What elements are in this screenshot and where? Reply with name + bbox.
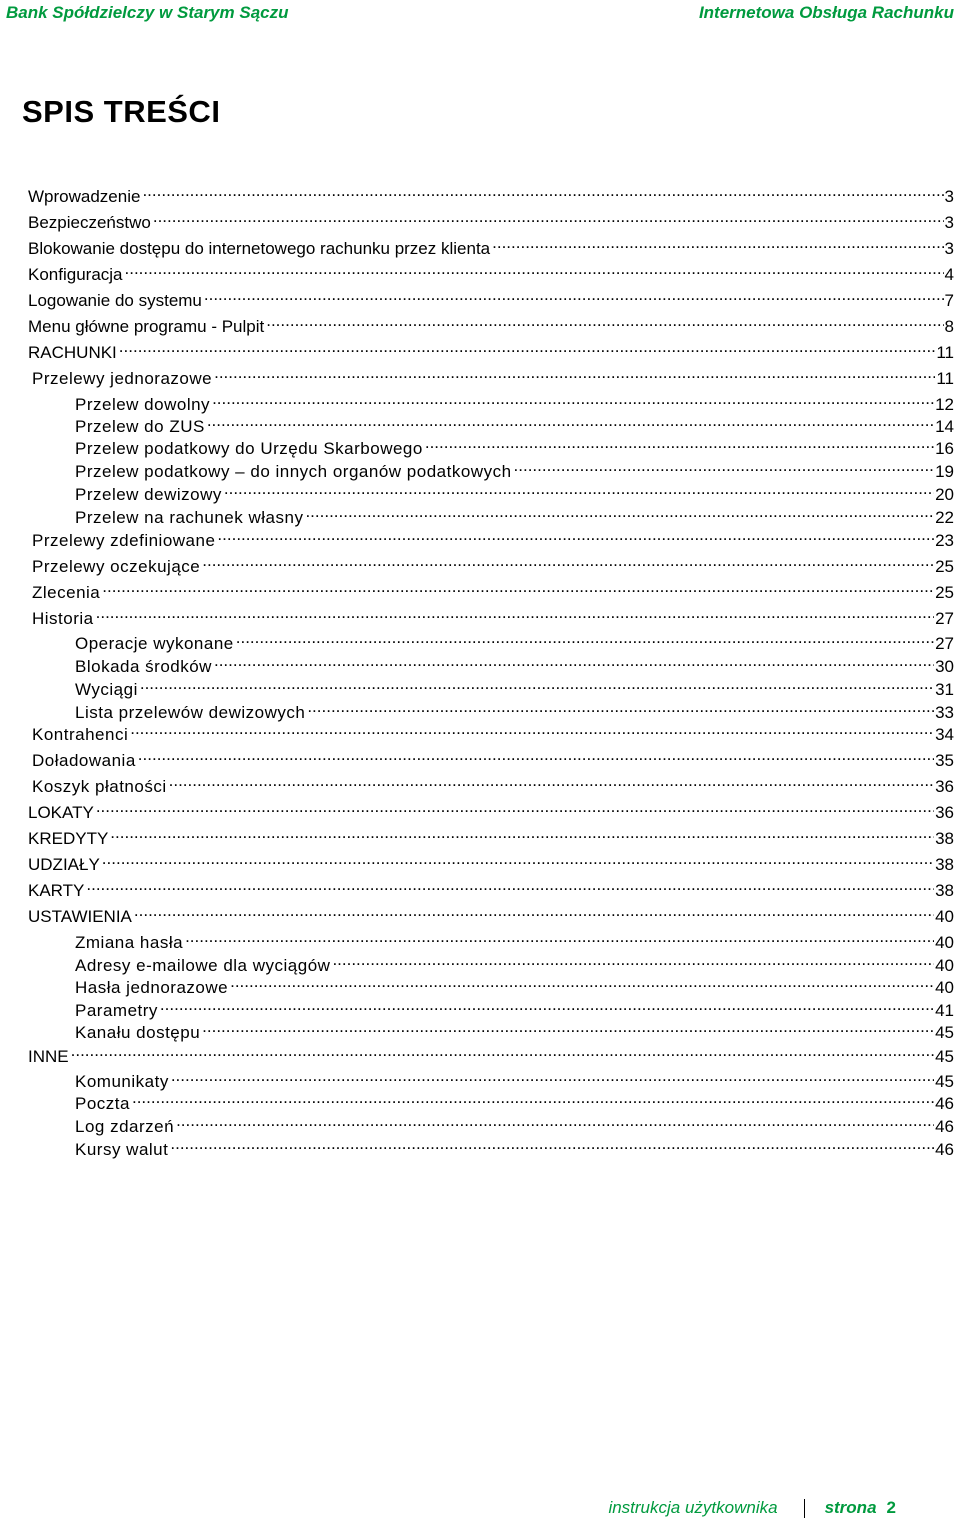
toc-entry-title: Przelew dewizowy [75, 485, 222, 504]
toc-entry-title: RACHUNKI [28, 343, 117, 362]
toc-entry-page: 19 [935, 462, 954, 481]
toc-entry-page: 46 [935, 1094, 954, 1113]
toc-dot-leader [425, 432, 934, 454]
toc-dot-leader [230, 971, 934, 993]
toc-entry-page: 7 [944, 291, 954, 310]
toc-entry[interactable] [75, 432, 954, 458]
toc-dot-leader [119, 336, 936, 358]
toc-entry[interactable] [28, 206, 954, 232]
toc-dot-leader [214, 650, 934, 672]
toc-entry[interactable] [32, 550, 954, 576]
toc-dot-leader [171, 1065, 934, 1087]
toc-entry[interactable] [28, 336, 954, 362]
bank-name-header: Bank Spółdzielczy w Starym Sączu [6, 3, 289, 22]
toc-entry-page: 25 [935, 583, 954, 602]
toc-entry[interactable] [28, 232, 954, 258]
toc-dot-leader [214, 362, 935, 384]
toc-entry[interactable] [75, 673, 954, 699]
toc-entry-page: 41 [935, 1001, 954, 1020]
toc-entry-page: 11 [936, 369, 954, 388]
toc-dot-leader [170, 1133, 934, 1155]
toc-entry-page: 33 [935, 703, 954, 722]
toc-entry-title: Blokada środków [75, 657, 212, 676]
toc-entry-page: 25 [935, 557, 954, 576]
toc-entry-title: Bezpieczeństwo [28, 213, 151, 232]
toc-entry-title: Doładowania [32, 751, 136, 770]
toc-dot-leader [134, 900, 934, 922]
toc-entry[interactable] [32, 744, 954, 770]
toc-entry[interactable] [75, 1065, 954, 1091]
toc-entry-title: Przelewy zdefiniowane [32, 531, 216, 550]
toc-entry-page: 40 [935, 956, 954, 975]
toc-entry[interactable] [28, 1040, 954, 1066]
toc-entry-title: INNE [28, 1047, 69, 1066]
toc-entry[interactable] [75, 388, 954, 414]
toc-entry-page: 8 [944, 317, 954, 336]
toc-entry-title: Log zdarzeń [75, 1117, 175, 1136]
toc-entry-title: Logowanie do systemu [28, 291, 202, 310]
toc-entry[interactable] [75, 696, 954, 722]
toc-entry[interactable] [75, 410, 954, 436]
toc-entry[interactable] [75, 949, 954, 975]
toc-entry[interactable] [32, 576, 954, 602]
toc-entry[interactable] [75, 1133, 954, 1159]
toc-entry-title: Menu główne programu - Pulpit [28, 317, 265, 336]
toc-entry-page: 27 [935, 609, 954, 628]
toc-entry-title: KREDYTY [28, 829, 109, 848]
toc-entry-title: Przelew dowolny [75, 395, 211, 414]
toc-entry-page: 12 [935, 395, 954, 414]
toc-dot-leader [86, 874, 934, 896]
toc-entry-page: 11 [936, 343, 954, 362]
toc-entry-title: Koszyk płatności [32, 777, 167, 796]
toc-entry-page: 45 [935, 1047, 954, 1066]
toc-entry[interactable] [28, 874, 954, 900]
toc-entry[interactable] [75, 627, 954, 653]
toc-entry-title: Lista przelewów dewizowych [75, 703, 306, 722]
toc-entry[interactable] [32, 718, 954, 744]
toc-entry-title: USTAWIENIA [28, 907, 132, 926]
toc-dot-leader [71, 1040, 934, 1062]
toc-entry-page: 14 [935, 417, 954, 436]
toc-entry[interactable] [32, 770, 954, 796]
toc-dot-leader [153, 206, 944, 228]
toc-entry-title: Konfiguracja [28, 265, 123, 284]
toc-entry-page: 40 [935, 907, 954, 926]
toc-entry-page: 38 [935, 855, 954, 874]
toc-entry-page: 45 [935, 1072, 954, 1091]
toc-entry-page: 40 [935, 933, 954, 952]
toc-dot-leader [307, 696, 934, 718]
toc-entry-page: 35 [935, 751, 954, 770]
toc-entry[interactable] [32, 524, 954, 550]
footer-separator [804, 1499, 805, 1518]
toc-dot-leader [224, 478, 934, 500]
toc-entry[interactable] [28, 180, 954, 206]
toc-entry-title: Przelew na rachunek własny [75, 508, 304, 527]
toc-entry-page: 3 [944, 187, 954, 206]
toc-entry-title: Zmiana hasła [75, 933, 184, 952]
toc-dot-leader [212, 388, 934, 410]
toc-entry[interactable] [75, 994, 954, 1020]
toc-entry-title: Parametry [75, 1001, 158, 1020]
toc-entry-title: Przelew podatkowy do Urzędu Skarbowego [75, 439, 423, 458]
toc-entry-title: Hasła jednorazowe [75, 978, 229, 997]
toc-entry-page: 46 [935, 1117, 954, 1136]
toc-dot-leader [185, 926, 934, 948]
toc-dot-leader [305, 501, 934, 523]
toc-entry[interactable] [32, 602, 954, 628]
toc-entry-page: 36 [935, 777, 954, 796]
toc-entry[interactable] [75, 650, 954, 676]
toc-entry-title: Kanału dostępu [75, 1023, 201, 1042]
toc-entry[interactable] [28, 900, 954, 926]
toc-entry[interactable] [75, 478, 954, 504]
toc-entry-title: Komunikaty [75, 1072, 169, 1091]
toc-entry-title: Przelew podatkowy – do innych organów podatkowych [75, 462, 512, 481]
toc-entry-title: Historia [32, 609, 94, 628]
toc-dot-leader [492, 232, 943, 254]
toc-entry-page: 23 [935, 531, 954, 550]
toc-entry[interactable] [28, 258, 954, 284]
toc-dot-leader [132, 1087, 934, 1109]
toc-entry-title: Przelewy jednorazowe [32, 369, 213, 388]
toc-dot-leader [96, 602, 934, 624]
toc-entry-title: Zlecenia [32, 583, 101, 602]
toc-entry-title: Wyciągi [75, 680, 138, 699]
toc-entry-page: 3 [944, 239, 954, 258]
footer-page-number: 2 [886, 1498, 896, 1517]
toc-entry[interactable] [28, 848, 954, 874]
toc-entry-page: 4 [944, 265, 954, 284]
toc-dot-leader [204, 284, 944, 306]
toc-entry-page: 31 [935, 680, 954, 699]
toc-entry-title: UDZIAŁY [28, 855, 100, 874]
toc-entry-title: Operacje wykonane [75, 634, 234, 653]
toc-entry-title: Przelew do ZUS [75, 417, 205, 436]
footer-page-label: strona [824, 1498, 877, 1517]
toc-entry[interactable] [75, 501, 954, 527]
toc-entry-page: 22 [935, 508, 954, 527]
toc-dot-leader [202, 1016, 934, 1038]
toc-entry[interactable] [32, 362, 954, 388]
toc-dot-leader [202, 550, 934, 572]
toc-dot-leader [160, 994, 934, 1016]
toc-entry-title: Adresy e-mailowe dla wyciągów [75, 956, 331, 975]
toc-dot-leader [102, 848, 934, 870]
toc-entry-page: 30 [935, 657, 954, 676]
toc-entry-title: Poczta [75, 1094, 130, 1113]
page-footer [608, 1498, 896, 1518]
service-name-header: Internetowa Obsługa Rachunku [698, 3, 954, 22]
toc-dot-leader [514, 455, 935, 477]
toc-dot-leader [169, 770, 934, 792]
toc-entry-page: 27 [935, 634, 954, 653]
toc-entry[interactable] [28, 310, 954, 336]
toc-entry-page: 46 [935, 1140, 954, 1159]
toc-dot-leader [130, 718, 934, 740]
page-title: SPIS TREŚCI [22, 94, 221, 129]
toc-entry-page: 20 [935, 485, 954, 504]
toc-entry-title: Blokowanie dostępu do internetowego rachunku przez klienta [28, 239, 491, 258]
toc-entry[interactable] [75, 1016, 954, 1042]
toc-entry-page: 38 [935, 881, 954, 900]
toc-entry-page: 16 [935, 439, 954, 458]
toc-entry-page: 38 [935, 829, 954, 848]
toc-entry-title: KARTY [28, 881, 85, 900]
toc-dot-leader [266, 310, 943, 332]
toc-entry[interactable] [75, 1087, 954, 1113]
toc-dot-leader [96, 796, 934, 818]
toc-entry[interactable] [75, 1110, 954, 1136]
toc-entry-page: 40 [935, 978, 954, 997]
toc-entry[interactable] [75, 971, 954, 997]
toc-entry-title: Kontrahenci [32, 725, 129, 744]
footer-doc-label: instrukcja użytkownika [608, 1498, 778, 1517]
toc-entry[interactable] [75, 455, 954, 481]
toc-dot-leader [236, 627, 934, 649]
toc-entry[interactable] [28, 796, 954, 822]
toc-entry-title: Przelewy oczekujące [32, 557, 201, 576]
toc-entry-page: 34 [935, 725, 954, 744]
toc-dot-leader [102, 576, 934, 598]
toc-dot-leader [207, 410, 934, 432]
toc-entry-title: Wprowadzenie [28, 187, 141, 206]
toc-dot-leader [140, 673, 934, 695]
toc-dot-leader [110, 822, 934, 844]
toc-dot-leader [176, 1110, 934, 1132]
toc-dot-leader [217, 524, 934, 546]
toc-dot-leader [125, 258, 944, 280]
toc-entry-title: LOKATY [28, 803, 94, 822]
toc-entry[interactable] [28, 284, 954, 310]
toc-entry[interactable] [75, 926, 954, 952]
toc-entry[interactable] [28, 822, 954, 848]
toc-dot-leader [142, 180, 943, 202]
toc-entry-page: 36 [935, 803, 954, 822]
toc-dot-leader [332, 949, 934, 971]
toc-entry-title: Kursy walut [75, 1140, 169, 1159]
toc-dot-leader [138, 744, 934, 766]
toc-entry-page: 3 [944, 213, 954, 232]
toc-entry-page: 45 [935, 1023, 954, 1042]
